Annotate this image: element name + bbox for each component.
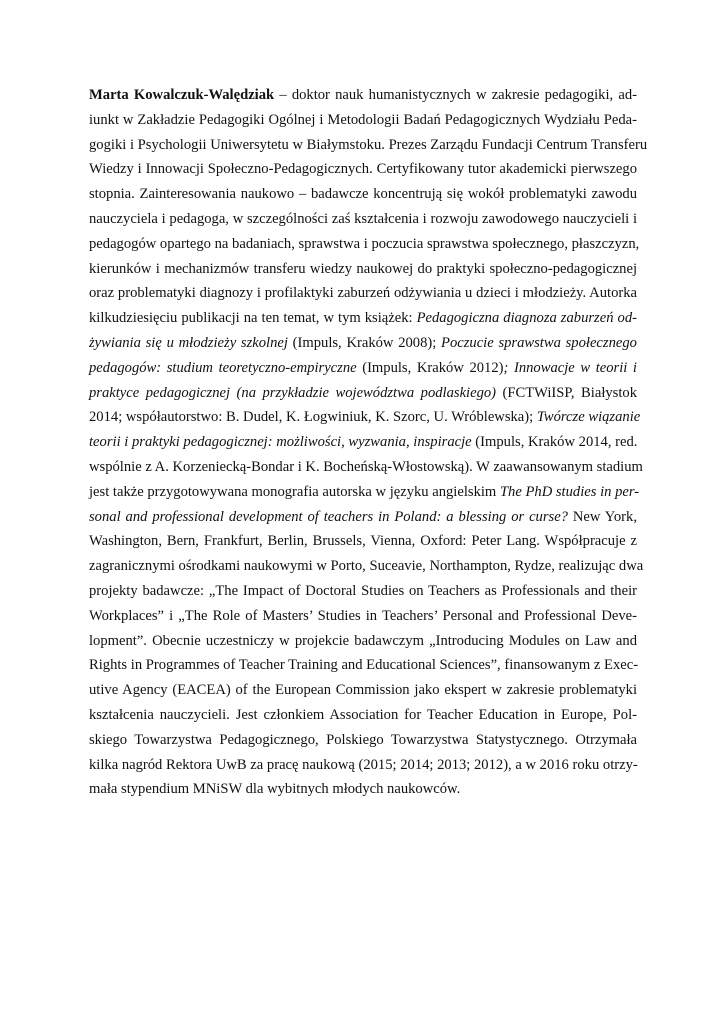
- text-line: [89, 430, 637, 455]
- text-run: kilka nagród Rektora UwB za pracę naukową (2015; 2014; 2013; 2012), a w 2016 roku otrzy-: [89, 756, 638, 773]
- text-run: – doktor nauk humanistycznych w zakresie pedagogiki, ad-: [274, 87, 637, 103]
- publication-title: ; Innowacje w teorii i: [503, 359, 637, 376]
- text-run: nauczyciela i pedagoga, w szczególności zaś kształcenia i rozwoju zawodowego nauczycieli i: [89, 210, 637, 227]
- text-run: iunkt w Zakładzie Pedagogiki Ogólnej i Metodologii Badań Pedagogicznych Wydziału Peda-: [89, 111, 637, 128]
- publication-title: sonal and professional development of teachers in Poland: a blessing or curse?: [89, 508, 568, 525]
- publication-title: teorii i praktyki pedagogicznej: możliwości, wyzwania, inspiracje: [89, 434, 472, 451]
- text-run: mała stypendium MNiSW dla wybitnych młodych naukowców.: [89, 781, 461, 798]
- text-line: [89, 604, 637, 629]
- text-run: projekty badawcze: „The Impact of Doctoral Studies on Teachers as Professionals and their: [89, 582, 637, 599]
- publication-title: Pedagogiczna diagnoza zaburzeń od-: [416, 310, 637, 327]
- publication-title: pedagogów: studium teoretyczno-empiryczne: [89, 359, 357, 376]
- text-run: utive Agency (EACEA) of the European Commission jako ekspert w zakresie problematyki: [89, 682, 637, 699]
- text-line: [89, 554, 644, 579]
- text-run: kształcenia nauczycieli. Jest członkiem Association for Teacher Education in Europe, Pol-: [89, 706, 637, 723]
- text-line: [89, 331, 637, 356]
- text-run: skiego Towarzystwa Pedagogicznego, Polskiego Towarzystwa Statystycznego. Otrzymała: [89, 731, 637, 748]
- text-line: [89, 232, 640, 257]
- text-line: [89, 505, 637, 530]
- biography-paragraph: [89, 83, 648, 802]
- text-line: [89, 678, 637, 703]
- text-line: [89, 281, 637, 306]
- text-run: zagranicznymi ośrodkami naukowymi w Porto, Suceavie, Northampton, Rydze, realizując dwa: [89, 558, 644, 575]
- text-run: Rights in Programmes of Teacher Training and Educational Sciences”, finansowanym z Exec-: [89, 657, 639, 674]
- text-line: [89, 455, 643, 480]
- text-line: [89, 306, 637, 331]
- text-run: 2014; współautorstwo: B. Dudel, K. Łogwiniuk, K. Szorc, U. Wróblewska);: [89, 409, 537, 426]
- text-line: [89, 529, 637, 554]
- text-run: Wiedzy i Innowacji Społeczno-Pedagogicznych. Certyfikowany tutor akademicki pierwszego: [89, 161, 637, 178]
- text-line: [89, 381, 637, 406]
- text-run: stopnia. Zainteresowania naukowo – badawcze koncentrują się wokół problematyki zawodu: [89, 186, 637, 203]
- text-run: oraz problematyki diagnozy i profilaktyki zaburzeń odżywiania u dzieci i młodzieży. Autorka: [89, 285, 637, 302]
- text-line: [89, 777, 637, 802]
- text-line: [89, 728, 637, 753]
- text-run: (Impuls, Kraków 2008);: [287, 334, 442, 351]
- text-line: [89, 83, 637, 108]
- text-run: gogiki i Psychologii Uniwersytetu w Białymstoku. Prezes Zarządu Fundacji Centrum Transferu: [89, 136, 648, 153]
- text-run: Workplaces” i „The Role of Masters’ Studies in Teachers’ Personal and Professional Deve-: [89, 607, 637, 624]
- text-line: [89, 207, 637, 232]
- text-line: [89, 579, 637, 604]
- publication-title: praktyce pedagogicznej (na przykładzie województwa podlaskiego): [89, 384, 497, 401]
- publication-title: żywiania się u młodzieży szkolnej: [89, 334, 288, 351]
- text-line: [89, 157, 637, 182]
- author-name: Marta Kowalczuk-Walędziak: [89, 87, 275, 103]
- text-line: [89, 480, 640, 505]
- text-line: [89, 133, 648, 158]
- publication-title: The PhD studies in per-: [499, 483, 640, 500]
- publication-title: Poczucie sprawstwa społecznego: [441, 334, 637, 351]
- text-line: [89, 629, 637, 654]
- text-line: [89, 405, 641, 430]
- text-line: [89, 653, 637, 678]
- text-line: [89, 182, 637, 207]
- text-run: kierunków i mechanizmów transferu wiedzy naukowej do praktyki społeczno-pedagogicznej: [89, 260, 637, 277]
- publication-title: Twórcze wiązanie: [536, 409, 641, 426]
- text-run: kilkudziesięciu publikacji na ten temat, w tym książek:: [89, 310, 417, 327]
- text-run: Washington, Bern, Frankfurt, Berlin, Brussels, Vienna, Oxford: Peter Lang. Współpracuje z: [89, 533, 637, 550]
- text-run: (Impuls, Kraków 2012): [356, 359, 504, 376]
- text-line: [89, 257, 637, 282]
- text-run: (FCTWiISP, Białystok: [496, 384, 637, 401]
- text-run: (Impuls, Kraków 2014, red.: [471, 434, 638, 451]
- text-line: [89, 703, 637, 728]
- text-run: lopment”. Obecnie uczestniczy w projekcie badawczym „Introducing Modules on Law and: [89, 632, 637, 649]
- text-run: New York,: [567, 508, 637, 525]
- text-line: [89, 356, 637, 381]
- text-run: jest także przygotowywana monografia autorska w języku angielskim: [89, 483, 500, 500]
- text-line: [89, 108, 637, 133]
- text-line: [89, 753, 637, 778]
- text-run: wspólnie z A. Korzeniecką-Bondar i K. Bocheńską-Włostowską). W zaawansowanym stadium: [89, 458, 643, 475]
- text-run: pedagogów opartego na badaniach, sprawstwa i poczucia sprawstwa społecznego, płaszczyzn,: [89, 235, 640, 252]
